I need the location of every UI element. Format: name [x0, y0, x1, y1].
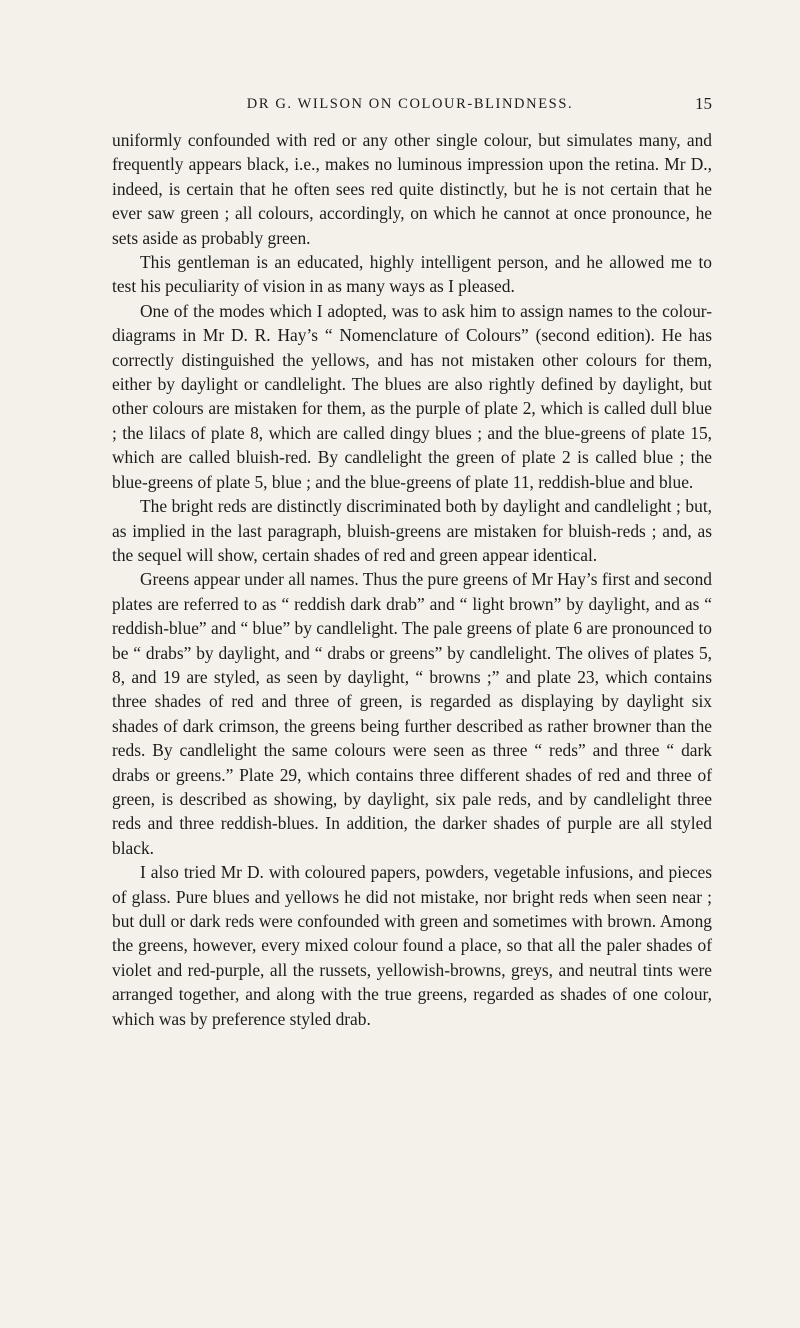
paragraph: I also tried Mr D. with coloured papers, powders, vegetable infusions, and pieces of glass. Pure blues and yellows he did not mistake, nor bright reds when seen near ; but dull or dark reds were confounded with green and sometimes with brown. Among the greens, however, every mixed colour found a place, so that all the paler shades of violet and red-purple, all the russets, yellowish-browns, greys, and neutral tints were arranged together, and along with the true greens, regarded as shades of one colour, which was by preference styled drab. [112, 862, 712, 1029]
paragraph: uniformly confounded with red or any other single colour, but simulates many, and frequently appears black, i.e., makes no luminous impression upon the retina. Mr D., indeed, is certain that he often sees red quite distinctly, but he is not certain that he ever saw green ; all colours, accordingly, on which he cannot at once pronounce, he sets aside as probably green. [112, 130, 712, 248]
body-text [112, 128, 712, 1031]
running-head [108, 92, 712, 116]
paragraph: The bright reds are distinctly discriminated both by daylight and candlelight ; but, as implied in the last paragraph, bluish-greens are mistaken for bluish-reds ; and, as the sequel will show, certain shades of red and green appear identical. [112, 496, 712, 565]
paragraph: One of the modes which I adopted, was to ask him to assign names to the colour-diagrams in Mr D. R. Hay’s “ Nomenclature of Colours” (second edition). He has correctly distinguished the yellows, and has not mistaken other colours for them, either by daylight or candlelight. The blues are also rightly defined by daylight, but other colours are mistaken for them, as the purple of plate 2, which is called dull blue ; the lilacs of plate 8, which are called dingy blues ; and the blue-greens of plate 15, which are called bluish-red. By candlelight the green of plate 2 is called blue ; the blue-greens of plate 5, blue ; and the blue-greens of plate 11, reddish-blue and blue. [112, 300, 712, 492]
page-number: 15 [695, 94, 712, 113]
running-title: DR G. WILSON ON COLOUR-BLINDNESS. [246, 96, 574, 112]
paragraph: This gentleman is an educated, highly intelligent person, and he allowed me to test his peculiarity of vision in as many ways as I pleased. [112, 252, 712, 297]
paragraph: Greens appear under all names. Thus the pure greens of Mr Hay’s first and second plates are referred to as “ reddish dark drab” and “ light brown” by daylight, and as “ reddish-blue” and “ blue” by candlelight. The pale greens of plate 6 are pronounced to be “ drabs” by daylight, and “ drabs or greens” by candlelight. The olives of plates 5, 8, and 19 are styled, as seen by daylight, “ browns ;” and plate 23, which contains three shades of red and three of green, is regarded as displaying by daylight six shades of dark crimson, the greens being further described as rather browner than the reds. By candlelight the same colours were seen as three “ reds” and three “ dark drabs or greens.” Plate 29, which contains three different shades of red and three of green, is described as showing, by daylight, six pale reds, and by candlelight three reds and three reddish-blues. In addition, the darker shades of purple are all styled black. [112, 569, 712, 858]
